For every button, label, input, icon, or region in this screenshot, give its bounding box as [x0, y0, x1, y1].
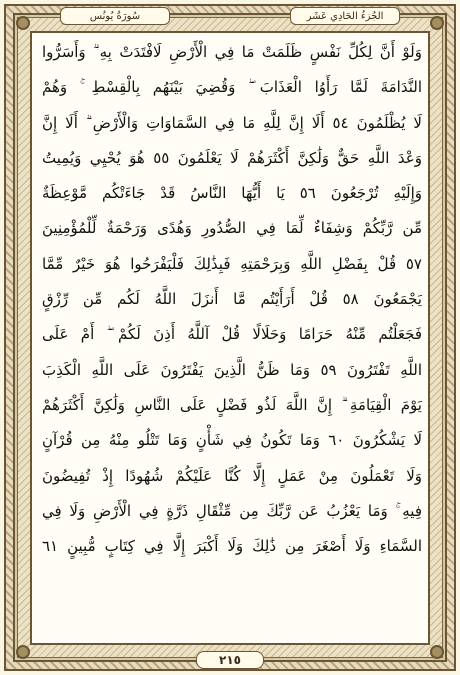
- corner-ornament-icon: [430, 645, 444, 659]
- text-line: وَلَا تَعْمَلُونَ مِنْ عَمَلٍ إِلَّا كُنَّا عَلَيْكُمْ شُهُودًا إِذْ تُفِيضُونَ: [42, 466, 422, 485]
- text-line: وَلَوْ أَنَّ لِكُلِّ نَفْسٍ ظَلَمَتْ مَا فِي الْأَرْضِ لَافْتَدَتْ بِهِ ۗ وَأَسَرُّوا: [42, 43, 422, 61]
- text-line: اللَّهِ تَفْتَرُونَ ٥٩ وَمَا ظَنُّ الَّذِينَ يَفْتَرُونَ عَلَى اللَّهِ الْكَذِبَ: [42, 360, 422, 379]
- verse-lines: [42, 35, 422, 635]
- text-line: لَا يَشْكُرُونَ ٦٠ وَمَا تَكُونُ فِي شَأْنٍ وَمَا تَتْلُو مِنْهُ مِن قُرْآنٍ: [42, 431, 422, 450]
- text-line: السَّمَاءِ وَلَا أَصْغَرَ مِن ذَٰلِكَ وَلَا أَكْبَرَ إِلَّا فِي كِتَابٍ مُّبِينٍ ٦١: [42, 537, 422, 556]
- text-line: يَوْمَ الْقِيَامَةِ ۗ إِنَّ اللَّهَ لَذُو فَضْلٍ عَلَى النَّاسِ وَلَٰكِنَّ أَكْثَرَهُمْ: [42, 395, 422, 414]
- text-line: النَّدَامَةَ لَمَّا رَأَوُا الْعَذَابَ ۖ وَقُضِيَ بَيْنَهُم بِالْقِسْطِ ۚ وَهُمْ: [42, 78, 422, 97]
- page-number: ٢١٥: [196, 651, 264, 669]
- juz-title: الجُزءُ الحَادِي عَشَر: [290, 7, 400, 25]
- text-line: مِّن رَّبِّكُمْ وَشِفَاءٌ لِّمَا فِي الصُّدُورِ وَهُدًى وَرَحْمَةٌ لِّلْمُؤْمِنِينَ: [42, 219, 422, 238]
- text-line: وَإِلَيْهِ تُرْجَعُونَ ٥٦ يَا أَيُّهَا النَّاسُ قَدْ جَاءَتْكُم مَّوْعِظَةٌ: [42, 184, 422, 203]
- text-area: [30, 31, 430, 645]
- text-line: وَعْدَ اللَّهِ حَقٌّ وَلَٰكِنَّ أَكْثَرَهُمْ لَا يَعْلَمُونَ ٥٥ هُوَ يُحْيِي وَيُمِيتُ: [42, 148, 422, 167]
- corner-ornament-icon: [16, 16, 30, 30]
- surah-title: سُورَةُ يُونُس: [60, 7, 170, 25]
- text-line: ٥٧ قُلْ بِفَضْلِ اللَّهِ وَبِرَحْمَتِهِ فَبِذَٰلِكَ فَلْيَفْرَحُوا هُوَ خَيْرٌ مِّمَّا: [42, 254, 422, 273]
- corner-ornament-icon: [430, 16, 444, 30]
- text-line: فَجَعَلْتُم مِّنْهُ حَرَامًا وَحَلَالًا قُلْ آللَّهُ أَذِنَ لَكُمْ ۖ أَمْ عَلَى: [42, 325, 422, 344]
- text-line: يَجْمَعُونَ ٥٨ قُلْ أَرَأَيْتُم مَّا أَنزَلَ اللَّهُ لَكُم مِّن رِّزْقٍ: [42, 290, 422, 309]
- corner-ornament-icon: [16, 645, 30, 659]
- text-line: فِيهِ ۚ وَمَا يَعْزُبُ عَن رَّبِّكَ مِن مِّثْقَالِ ذَرَّةٍ فِي الْأَرْضِ وَلَا فِي: [42, 501, 422, 520]
- text-line: لَا يُظْلَمُونَ ٥٤ أَلَا إِنَّ لِلَّهِ مَا فِي السَّمَاوَاتِ وَالْأَرْضِ ۗ أَلَا إِنَّ: [42, 113, 422, 132]
